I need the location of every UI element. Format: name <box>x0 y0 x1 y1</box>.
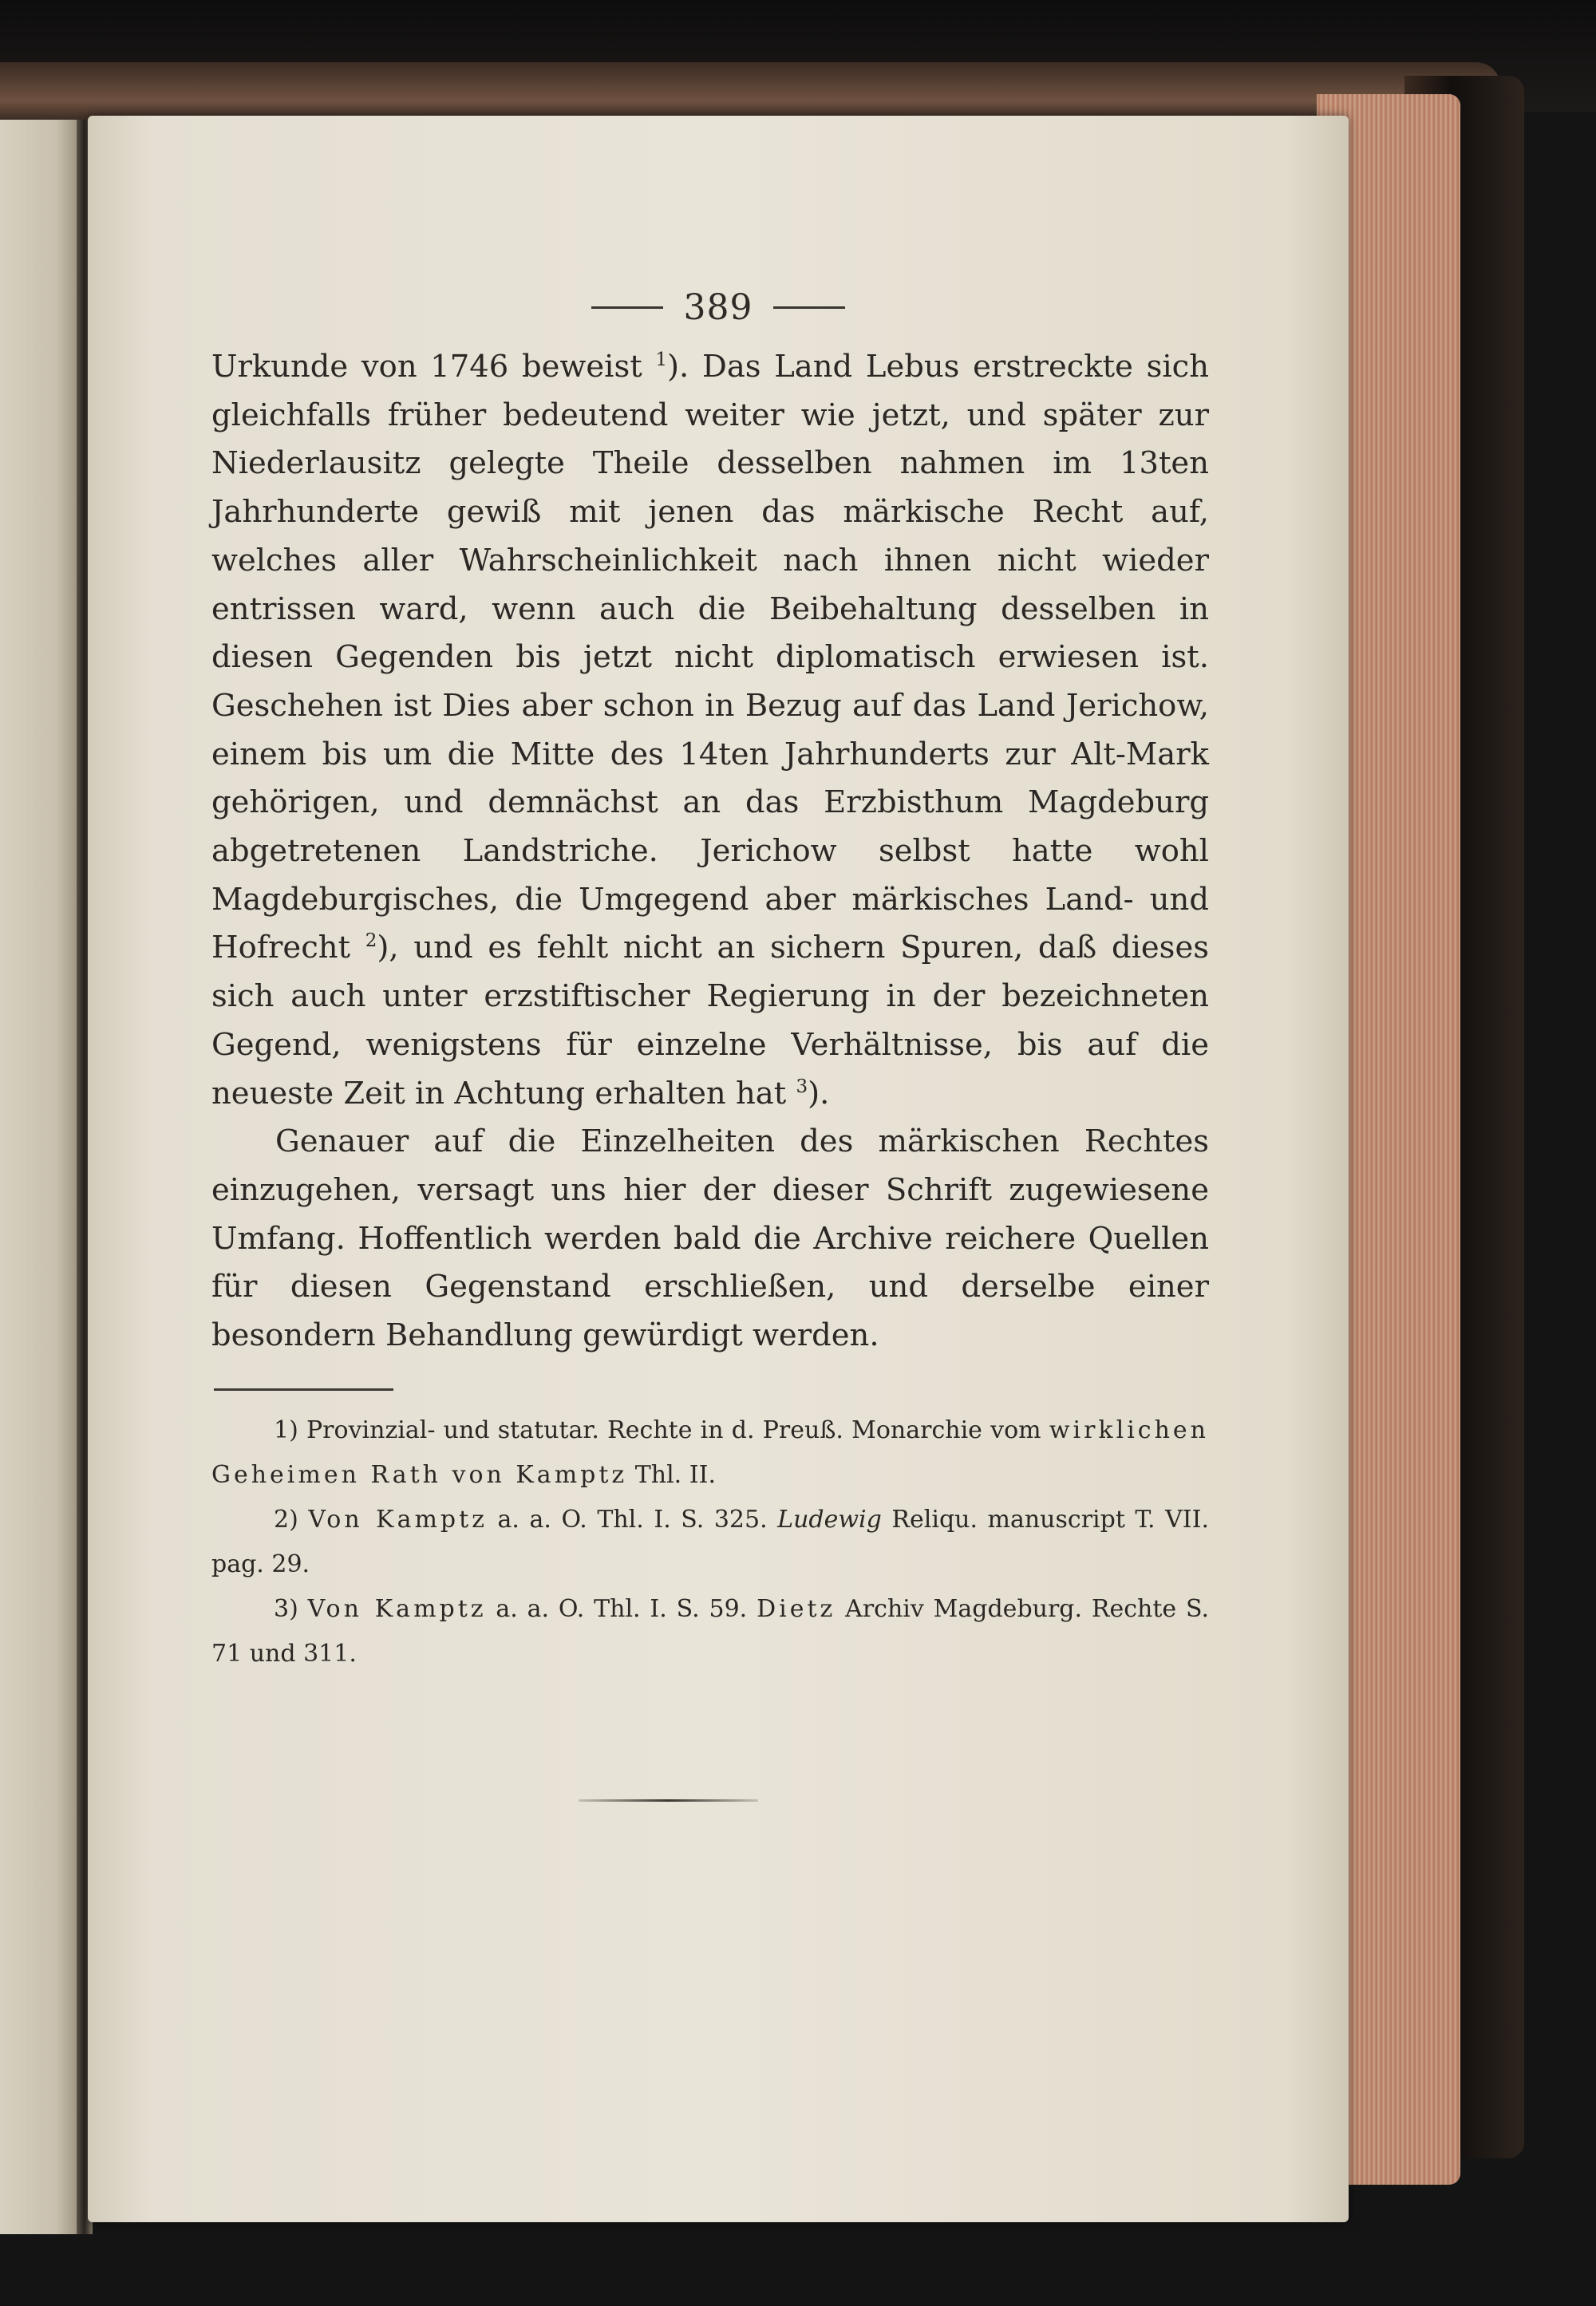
footnote-text: Archiv Magdeburg. Rechte S. 71 und 311. <box>211 1595 1210 1668</box>
body-text <box>211 343 1209 1360</box>
footnote-text: a. a. O. Thl. I. S. 325. <box>497 1506 768 1534</box>
text-segment: ). <box>808 1075 830 1112</box>
header-rule-right <box>773 306 845 309</box>
footnote-spaced-text: wirklichen Geheimen Rath von Kamptz <box>211 1416 1209 1489</box>
footnote-text: 2) <box>274 1506 298 1534</box>
text-segment: Urkunde von 1746 beweist <box>211 349 642 385</box>
paragraph-2: Genauer auf die Einzelheiten des märkischen Rechtes einzugehen, versagt uns hier der dieser Schrift zugewiesene Umfang. Hoffentlich werden bald die Archive reichere Quellen für diesen Gegenstand erschließen, und derselbe einer besondern Behandlung gewürdigt werden. <box>211 1123 1209 1354</box>
book-page <box>88 116 1349 2222</box>
footnote-text: Thl. II. <box>634 1461 716 1489</box>
page-header <box>88 279 1349 335</box>
footnote-2 <box>211 1498 1209 1587</box>
footnotes <box>211 1408 1209 1676</box>
header-rule-left <box>591 306 663 309</box>
paragraph-1 <box>211 343 1209 1118</box>
footnote-mark-3: 3 <box>796 1076 808 1097</box>
footnote-separator <box>214 1388 393 1391</box>
text-segment: ), und es fehlt nicht an sichern Spuren, daß dieses sich auch unter erzstiftischer Regierung in der bezeichneten Gegend, wenigstens für einzelne Verhältnisse, bis auf die neueste Zeit in Achtung erhalten hat <box>211 930 1209 1112</box>
footnote-3 <box>211 1587 1209 1676</box>
page-number: 389 <box>683 286 753 328</box>
text-segment: ). Das Land Lebus erstreckte sich gleichfalls früher bedeutend weiter wie jetzt, und später zur Niederlausitz gelegte Theile desselben nahmen im 13ten Jahrhunderte gewiß mit jenen das märkische Recht auf, welches aller Wahrscheinlichkeit nach ihnen nicht wieder entrissen ward, wenn auch die Beibehaltung desselben in diesen Gegenden bis jetzt nicht diplomatisch erwiesen ist. Geschehen ist Dies aber schon in Bezug auf das Land Jerichow, einem bis um die Mitte des 14ten Jahrhunderts zur Alt-Mark gehörigen, und demnächst an das Erzbisthum Magdeburg abgetretenen Landstriche. Jerichow selbst hatte wohl Magdeburgisches, die Umgegend aber märkisches Land- und Hofrecht <box>211 349 1209 966</box>
footnote-mark-2: 2 <box>365 930 377 952</box>
end-ornament-rule <box>579 1799 758 1802</box>
footnote-spaced-text: Von Kamptz <box>307 1595 487 1623</box>
left-page-sliver <box>0 120 80 2234</box>
footnote-spaced-text: Dietz <box>757 1595 836 1623</box>
footnote-mark-1: 1 <box>655 349 668 371</box>
footnote-spaced-text: Von Kamptz <box>308 1506 488 1534</box>
footnote-text: 1) Provinzial- und statutar. Rechte in d. Preuß. Monarchie vom <box>274 1416 1041 1444</box>
footnote-text: a. a. O. Thl. I. S. 59. <box>496 1595 748 1623</box>
footnote-text: Reliqu. manuscript T. VII. pag. 29. <box>211 1506 1210 1578</box>
footnote-text: 3) <box>274 1595 298 1623</box>
footnote-italic-author: Ludewig <box>777 1506 882 1534</box>
footnote-1 <box>211 1408 1209 1498</box>
